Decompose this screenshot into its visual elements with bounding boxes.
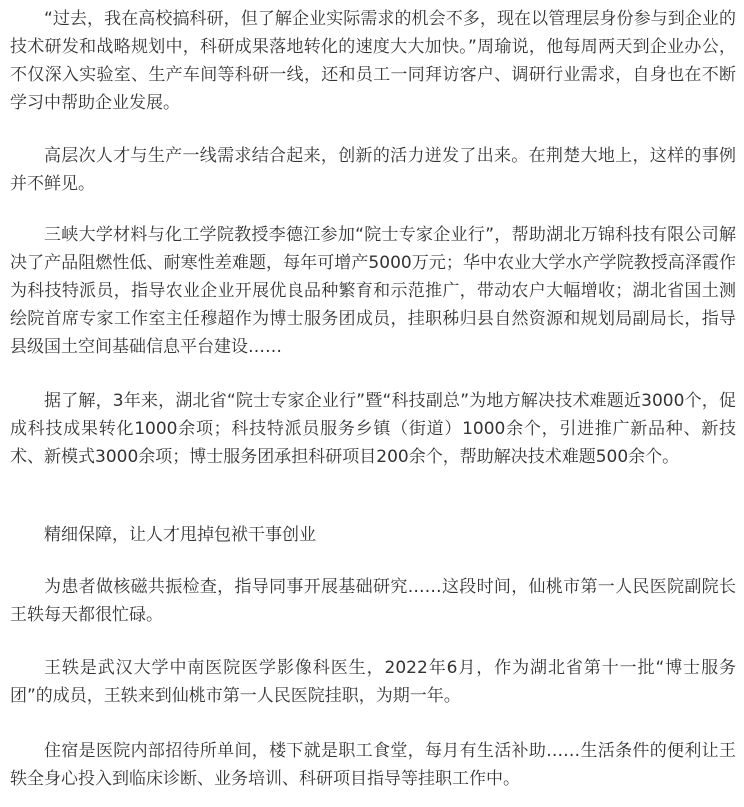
section-subheading: 精细保障，让人才甩掉包袱干事创业 bbox=[44, 525, 316, 545]
paragraph-wang-yi-busy: 为患者做核磁共振检查，指导同事开展基础研究……这段时间，仙桃市第一人民医院副院长王轶每天都很忙碌。 bbox=[10, 577, 736, 625]
paragraph-zhou-yu-quote: “过去，我在高校搞科研，但了解企业实际需求的机会不多，现在以管理层身份参与到企业的技术研发和战略规划中，科研成果落地转化的速度大大加快。”周瑜说，他每周两天到企业办公，不仅深入实验室、生产车间等科研一线，还和员工一同拜访客户、调研行业需求，自身也在不断学习中帮助企业发展。 bbox=[10, 9, 736, 113]
paragraph-examples: 三峡大学材料与化工学院教授李德江参加“院士专家企业行”，帮助湖北万锦科技有限公司解决了产品阻燃性低、耐寒性差难题，每年可增产5000万元；华中农业大学水产学院教授高泽霞作为科技特派员，指导农业企业开展优良品种繁育和示范推广，带动农户大幅增收；湖北省国土测绘院首席专家工作室主任穆超作为博士服务团成员，挂职秭归县自然资源和规划局副局长，指导县级国土空间基础信息平台建设…… bbox=[10, 225, 736, 357]
paragraph-innovation-vitality: 高层次人才与生产一线需求结合起来，创新的活力迸发了出来。在荆楚大地上，这样的事例并不鲜见。 bbox=[10, 146, 736, 194]
paragraph-wang-yi-background: 王轶是武汉大学中南医院医学影像科医生，2022年6月，作为湖北省第十一批“博士服务团”的成员，王轶来到仙桃市第一人民医院挂职，为期一年。 bbox=[10, 658, 736, 706]
paragraph-statistics: 据了解，3年来，湖北省“院士专家企业行”暨“科技副总”为地方解决技术难题近3000个，促成科技成果转化1000余项；科技特派员服务乡镇（街道）1000余个，引进推广新品种、新技术、新模式3000余项；博士服务团承担科研项目200余个，帮助解决技术难题500余个。 bbox=[10, 391, 736, 467]
paragraph-living-conditions: 住宿是医院内部招待所单间，楼下就是职工食堂，每月有生活补助……生活条件的便利让王轶全身心投入到临床诊断、业务培训、科研项目指导等挂职工作中。 bbox=[10, 741, 736, 789]
